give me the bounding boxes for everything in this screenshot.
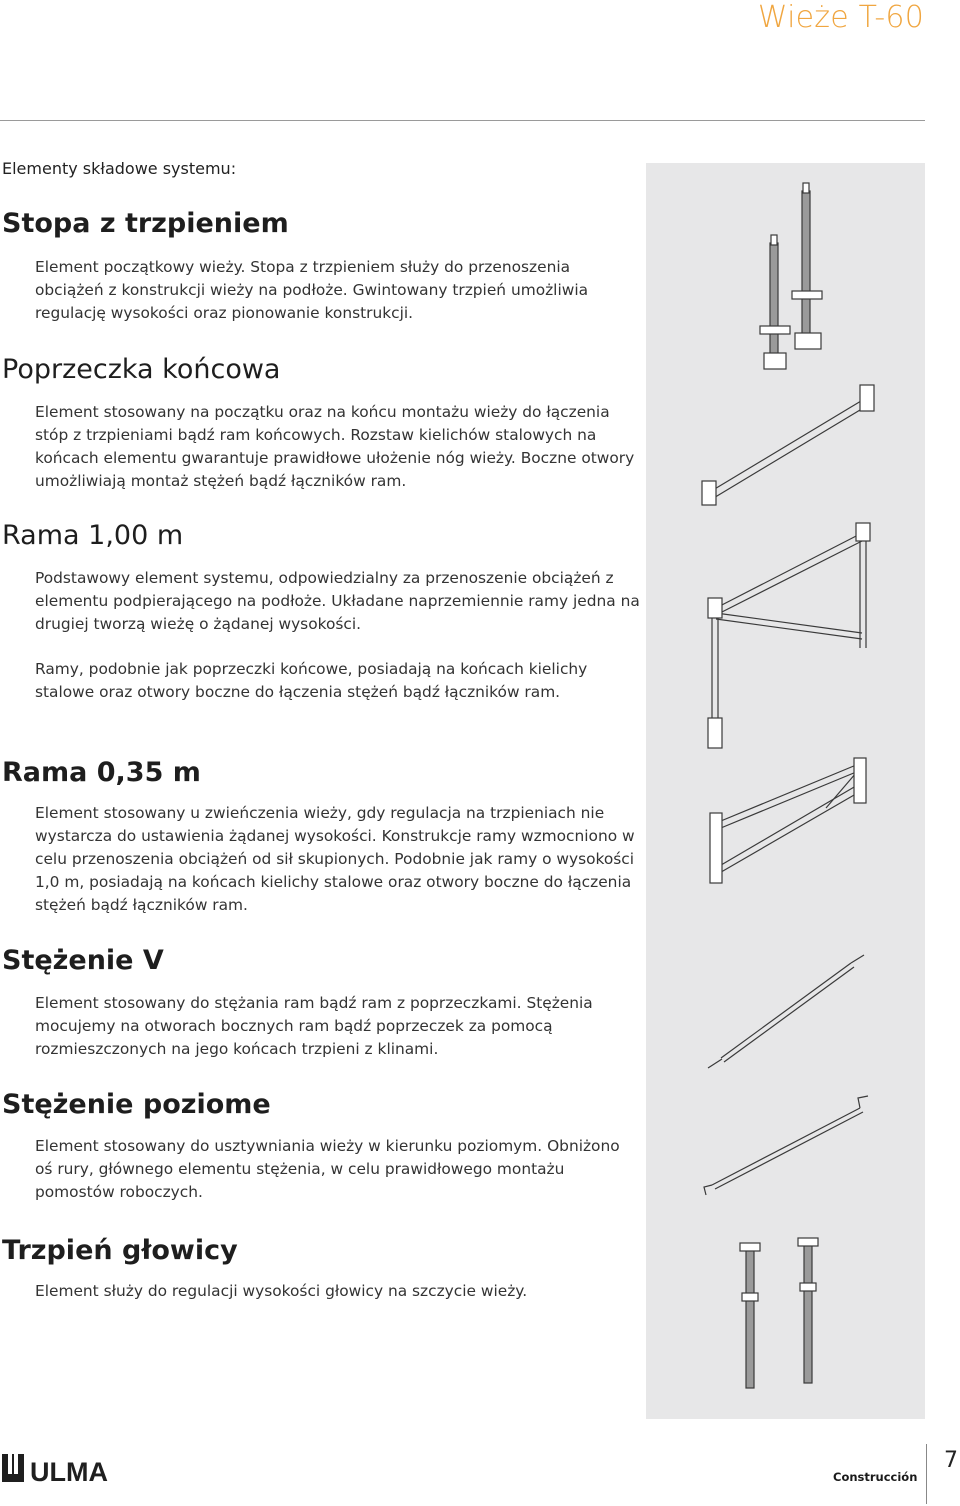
footer-divider xyxy=(926,1444,927,1504)
page-number: 7 xyxy=(944,1448,958,1473)
logo-text: ULMA xyxy=(30,1457,108,1487)
section-title-stezenie-poziome: Stężenie poziome xyxy=(2,1089,271,1120)
section-body-trzpien-glowicy xyxy=(35,1280,640,1303)
paragraph: Podstawowy element systemu, odpowiedzialny za przenoszenie obciążeń z elementu podpierającego na podłoże. Układane naprzemiennie ramy jedna na drugiej tworzą wieżę o żądanej wysokości. xyxy=(35,569,640,633)
header-divider xyxy=(0,120,925,121)
section-title-rama-100: Rama 1,00 m xyxy=(2,520,184,551)
section-body-rama-100 xyxy=(35,567,640,704)
section-body-rama-035 xyxy=(35,802,640,917)
section-title-stopa: Stopa z trzpieniem xyxy=(2,208,289,239)
frame-100-illustration xyxy=(708,523,870,748)
section-title-trzpien-glowicy: Trzpień głowicy xyxy=(2,1235,238,1266)
footer-brand: Construcción xyxy=(833,1470,918,1484)
section-body-stezenie-v xyxy=(35,992,640,1061)
paragraph: Ramy, podobnie jak poprzeczki końcowe, posiadają na końcach kielichy stalowe oraz otwory boczne do łączenia stężeń bądź łączników ram. xyxy=(35,660,588,701)
section-body-poprzeczka xyxy=(35,401,640,493)
paragraph: Element stosowany do stężania ram bądź ram z poprzeczkami. Stężenia mocujemy na otworach bocznych ram bądź poprzeczek za pomocą rozmieszczonych na jego końcach trzpieni z klinami. xyxy=(35,994,593,1058)
horizontal-brace-illustration xyxy=(704,1096,868,1195)
paragraph: Element początkowy wieży. Stopa z trzpieniem służy do przenoszenia obciążeń z konstrukcji wieży na podłoże. Gwintowany trzpień umożliwia regulację wysokości oraz pionowanie konstrukcji. xyxy=(35,258,589,322)
section-body-stezenie-poziome xyxy=(35,1135,640,1204)
frame-035-illustration xyxy=(710,758,866,883)
head-jack-illustration xyxy=(740,1238,818,1388)
v-brace-illustration xyxy=(708,955,864,1068)
section-body-stopa xyxy=(35,256,640,325)
paragraph: Element służy do regulacji wysokości głowicy na szczycie wieży. xyxy=(35,1282,528,1300)
section-title-rama-035: Rama 0,35 m xyxy=(2,757,201,788)
base-jack-illustration xyxy=(760,183,822,369)
paragraph: Element stosowany na początku oraz na końcu montażu wieży do łączenia stóp z trzpieniami bądź ram końcowych. Rozstaw kielichów stalowych na końcach elementu gwarantuje prawidłowe ułożenie nóg wieży. Boczne otwory umożliwiają montaż stężeń bądź łączników ram. xyxy=(35,403,635,490)
paragraph: Element stosowany u zwieńczenia wieży, gdy regulacja na trzpieniach nie wystarcza do ustawienia żądanej wysokości. Konstrukcje ramy wzmocniono w celu przenoszenia obciążeń od sił skupionych. Podobnie jak ramy o wysokości 1,0 m, posiadają na końcach kielichy stalowe oraz otwory boczne do łączenia stężeń bądź łączników ram. xyxy=(35,804,635,914)
section-title-stezenie-v: Stężenie V xyxy=(2,945,164,976)
component-illustrations xyxy=(646,163,925,1419)
end-transom-illustration xyxy=(702,385,874,505)
ulma-logo xyxy=(0,1448,130,1488)
paragraph: Element stosowany do usztywniania wieży w kierunku poziomym. Obniżono oś rury, głównego elementu stężenia, w celu prawidłowego montażu pomostów roboczych. xyxy=(35,1137,620,1201)
section-title-poprzeczka: Poprzeczka końcowa xyxy=(2,354,281,385)
intro-text: Elementy składowe systemu: xyxy=(2,159,237,178)
document-title: Wieże T-60 xyxy=(757,0,924,35)
